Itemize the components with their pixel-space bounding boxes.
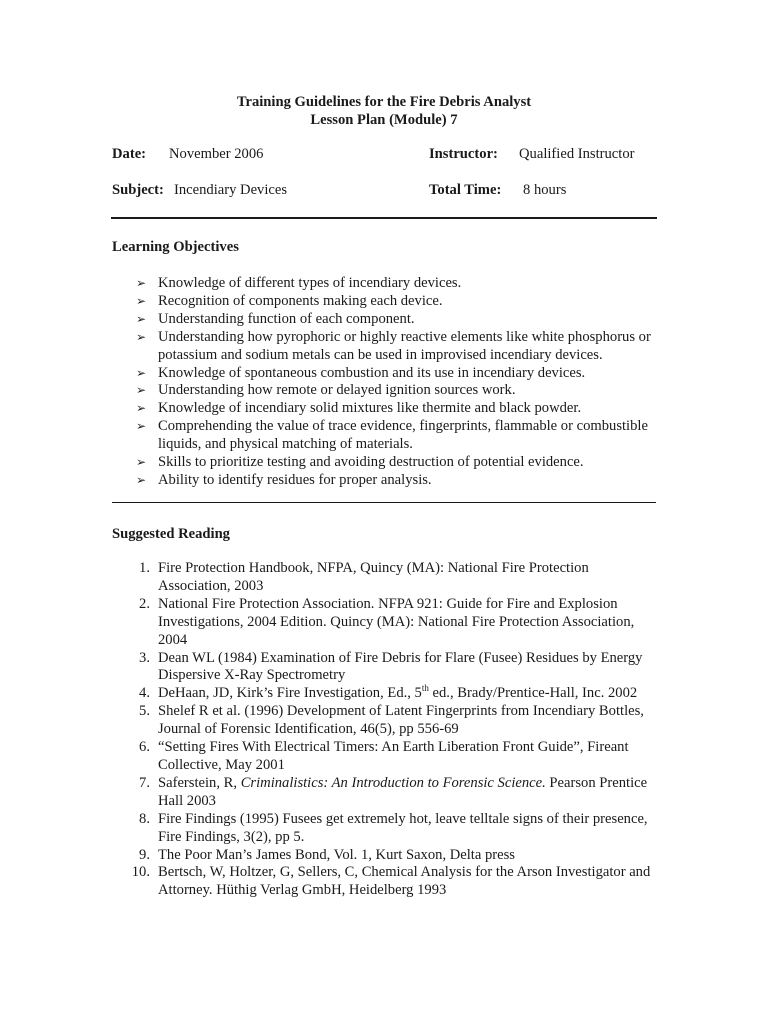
objective-text: Recognition of components making each device. (158, 292, 443, 309)
list-item (122, 811, 662, 847)
reference-text: Shelef R et al. (1996) Development of Latent Fingerprints from Incendiary Bottles, Journal of Forensic Identification, 46(5), pp 556-69 (158, 703, 644, 738)
list-item (122, 739, 662, 775)
list-item (136, 293, 666, 311)
title-line-1: Training Guidelines for the Fire Debris Analyst (236, 94, 532, 110)
item-number: 7. (139, 774, 150, 791)
reference-text: The Poor Man’s James Bond, Vol. 1, Kurt Saxon, Delta press (158, 846, 515, 863)
instructor-value: Qualified Instructor (519, 146, 635, 162)
date-value: November 2006 (169, 146, 264, 162)
reference-text: Saferstein, R, (158, 774, 241, 791)
list-item (122, 650, 662, 686)
arrowhead-bullet-icon: ➢ (136, 329, 147, 344)
list-item (122, 560, 662, 596)
document-title (0, 93, 768, 129)
list-item (136, 418, 666, 454)
item-number: 4. (139, 685, 150, 702)
arrowhead-bullet-icon: ➢ (136, 383, 147, 398)
list-item (136, 400, 666, 418)
book-title: Criminalistics: An Introduction to Forensic Science. (240, 774, 546, 791)
objectives-list (136, 275, 666, 490)
superscript: th (421, 683, 429, 694)
list-item (136, 454, 666, 472)
reference-text: “Setting Fires With Electrical Timers: An Earth Liberation Front Guide”, Fireant Collective, May 2001 (158, 739, 629, 773)
objective-text: Comprehending the value of trace evidence, fingerprints, flammable or combustible liquids, and physical matching of materials. (158, 418, 648, 453)
arrowhead-bullet-icon: ➢ (136, 311, 147, 326)
objective-text: Knowledge of different types of incendiary devices. (158, 275, 462, 291)
reference-text: Pearson Prentice Hall 2003 (158, 774, 648, 809)
item-number: 2. (139, 595, 150, 612)
total-time-label: Total Time: (429, 182, 502, 198)
item-number: 3. (139, 649, 150, 666)
arrowhead-bullet-icon: ➢ (136, 419, 147, 434)
arrowhead-bullet-icon: ➢ (136, 455, 147, 470)
item-number: 9. (139, 846, 150, 863)
subject-time-row (112, 182, 672, 200)
reading-heading: Suggested Reading (112, 526, 230, 542)
item-number: 6. (139, 739, 150, 756)
reference-text: Fire Protection Handbook, NFPA, Quincy (MA): National Fire Protection Association, 2003 (158, 560, 589, 594)
reading-list (122, 560, 662, 900)
reference-text: Bertsch, W, Holtzer, G, Sellers, C, Chemical Analysis for the Arson Investigator and Attorney. Hüthig Verlag GmbH, Heidelberg 1993 (158, 864, 651, 899)
reference-text: National Fire Protection Association. NFPA 921: Guide for Fire and Explosion Investigations, 2004 Edition. Quincy (MA): National Fire Protection Association, 2004 (158, 595, 635, 648)
item-number: 1. (139, 560, 150, 576)
list-item (136, 329, 666, 365)
arrowhead-bullet-icon: ➢ (136, 401, 147, 416)
objective-text: Skills to prioritize testing and avoiding destruction of potential evidence. (158, 454, 584, 471)
list-item (122, 775, 662, 811)
item-number: 8. (139, 810, 150, 827)
objective-text: Knowledge of incendiary solid mixtures like thermite and black powder. (158, 400, 582, 417)
list-item (122, 685, 662, 703)
objectives-heading: Learning Objectives (112, 239, 239, 255)
section-divider (112, 502, 656, 503)
total-time-value: 8 hours (523, 182, 567, 198)
header-divider (111, 217, 657, 219)
arrowhead-bullet-icon: ➢ (136, 293, 147, 308)
objective-text: Understanding how remote or delayed ignition sources work. (158, 382, 516, 399)
list-item (122, 703, 662, 739)
list-item (122, 596, 662, 650)
objective-text: Ability to identify residues for proper analysis. (158, 471, 432, 488)
list-item (136, 382, 666, 400)
objective-text: Understanding function of each component. (158, 310, 415, 327)
list-item (136, 365, 666, 383)
arrowhead-bullet-icon: ➢ (136, 472, 147, 487)
objective-text: Understanding how pyrophoric or highly reactive elements like white phosphorus or potassium and sodium metals can be used in improvised incendiary devices. (158, 328, 651, 363)
date-instructor-row (112, 146, 672, 164)
list-item (136, 311, 666, 329)
list-item (136, 472, 666, 490)
reference-text: ed., Brady/Prentice-Hall, Inc. 2002 (428, 685, 638, 702)
list-item (122, 864, 662, 900)
list-item (122, 847, 662, 865)
item-number: 5. (139, 703, 150, 720)
objective-text: Knowledge of spontaneous combustion and its use in incendiary devices. (158, 364, 586, 381)
reference-text: Fire Findings (1995) Fusees get extremely hot, leave telltale signs of their presence, Fire Findings, 3(2), pp 5. (158, 810, 648, 845)
subject-value: Incendiary Devices (174, 182, 288, 198)
arrowhead-bullet-icon: ➢ (136, 276, 147, 290)
subject-label: Subject: (112, 182, 164, 198)
date-label: Date: (112, 146, 147, 162)
list-item (136, 275, 666, 293)
arrowhead-bullet-icon: ➢ (136, 365, 147, 380)
reference-text: Dean WL (1984) Examination of Fire Debris for Flare (Fusee) Residues by Energy Dispersive X-Ray Spectrometry (158, 649, 643, 684)
title-line-2: Lesson Plan (Module) 7 (310, 112, 458, 128)
reference-text: DeHaan, JD, Kirk’s Fire Investigation, Ed., 5 (158, 685, 422, 702)
instructor-label: Instructor: (429, 146, 498, 162)
item-number: 10. (131, 864, 150, 881)
